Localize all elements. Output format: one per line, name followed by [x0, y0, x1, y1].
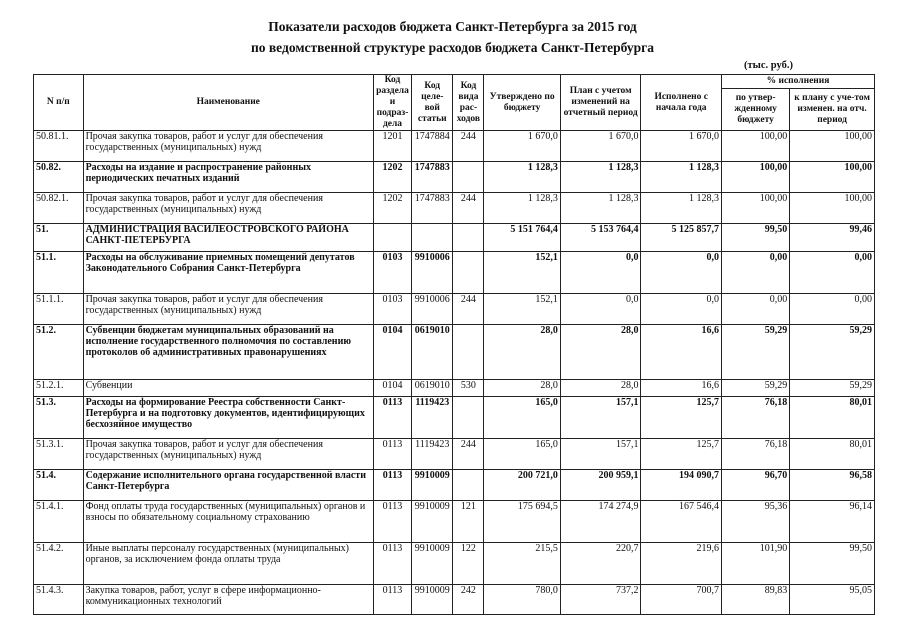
- col-pct-plan-header: к плану с уче-том изменен. на отч. период: [790, 89, 875, 131]
- cell-section: 1202: [373, 162, 411, 193]
- cell-name: Закупка товаров, работ, услуг в сфере информационно-коммуникационных технологий: [83, 585, 373, 615]
- cell-num: 51.4.1.: [34, 501, 84, 543]
- col-plan-header: План с учетом изменений на отчетный период: [560, 75, 641, 131]
- table-row: [34, 294, 875, 325]
- cell-name: АДМИНИСТРАЦИЯ ВАСИЛЕОСТРОВСКОГО РАЙОНА САНКТ-ПЕТЕРБУРГА: [83, 224, 373, 252]
- cell-approved: 152,1: [484, 252, 560, 294]
- cell-executed: 16,6: [641, 380, 722, 397]
- cell-approved: 1 128,3: [484, 162, 560, 193]
- cell-approved: 28,0: [484, 325, 560, 380]
- cell-kind: 244: [453, 193, 484, 224]
- cell-num: 51.1.: [34, 252, 84, 294]
- cell-name: Субвенции: [83, 380, 373, 397]
- cell-plan: 1 128,3: [560, 193, 641, 224]
- cell-approved: 175 694,5: [484, 501, 560, 543]
- cell-pct-plan: 96,14: [790, 501, 875, 543]
- table-row: [34, 380, 875, 397]
- cell-pct-budget: 76,18: [722, 397, 790, 439]
- cell-pct-budget: 101,90: [722, 543, 790, 585]
- cell-section: 0113: [373, 585, 411, 615]
- cell-section: 0104: [373, 380, 411, 397]
- cell-pct-plan: 95,05: [790, 585, 875, 615]
- col-executed-header: Исполнено с начала года: [641, 75, 722, 131]
- table-row: [34, 193, 875, 224]
- budget-table: [33, 74, 875, 615]
- cell-executed: 700,7: [641, 585, 722, 615]
- cell-name: Прочая закупка товаров, работ и услуг для обеспечения государственных (муниципальных) нужд: [83, 131, 373, 162]
- cell-article: 1119423: [412, 397, 453, 439]
- cell-plan: 0,0: [560, 252, 641, 294]
- cell-article: 1747883: [412, 193, 453, 224]
- cell-plan: 174 274,9: [560, 501, 641, 543]
- cell-name: Субвенции бюджетам муниципальных образований на исполнение государственного полномочия по составлению протоколов об административных правонарушениях: [83, 325, 373, 380]
- cell-executed: 5 125 857,7: [641, 224, 722, 252]
- cell-plan: 1 128,3: [560, 162, 641, 193]
- cell-executed: 1 128,3: [641, 162, 722, 193]
- cell-pct-budget: 59,29: [722, 380, 790, 397]
- table-row: [34, 585, 875, 615]
- cell-pct-budget: 100,00: [722, 131, 790, 162]
- cell-article: 9910009: [412, 585, 453, 615]
- cell-pct-budget: 95,36: [722, 501, 790, 543]
- cell-num: 51.3.: [34, 397, 84, 439]
- cell-plan: 220,7: [560, 543, 641, 585]
- cell-section: 0113: [373, 439, 411, 470]
- cell-kind: 122: [453, 543, 484, 585]
- cell-name: Расходы на обслуживание приемных помещений депутатов Законодательного Собрания Санкт-Петербурга: [83, 252, 373, 294]
- cell-section: 0113: [373, 397, 411, 439]
- cell-approved: 5 151 764,4: [484, 224, 560, 252]
- cell-num: 51.2.1.: [34, 380, 84, 397]
- cell-pct-plan: 80,01: [790, 439, 875, 470]
- table-row: [34, 252, 875, 294]
- cell-executed: 194 090,7: [641, 470, 722, 501]
- cell-executed: 0,0: [641, 252, 722, 294]
- cell-article: 0619010: [412, 325, 453, 380]
- cell-pct-plan: 0,00: [790, 252, 875, 294]
- table-row: [34, 501, 875, 543]
- cell-executed: 167 546,4: [641, 501, 722, 543]
- cell-kind: 244: [453, 439, 484, 470]
- cell-section: 1202: [373, 193, 411, 224]
- cell-pct-budget: 76,18: [722, 439, 790, 470]
- cell-kind: [453, 162, 484, 193]
- col-kind-header: Код вида рас-ходов: [453, 75, 484, 131]
- cell-kind: 530: [453, 380, 484, 397]
- cell-approved: 1 670,0: [484, 131, 560, 162]
- cell-approved: 215,5: [484, 543, 560, 585]
- table-row: [34, 162, 875, 193]
- cell-article: 9910009: [412, 470, 453, 501]
- cell-kind: [453, 252, 484, 294]
- cell-num: 51.2.: [34, 325, 84, 380]
- cell-kind: 244: [453, 131, 484, 162]
- col-article-header: Код целе-вой статьи: [412, 75, 453, 131]
- cell-num: 50.81.1.: [34, 131, 84, 162]
- cell-plan: 200 959,1: [560, 470, 641, 501]
- cell-pct-plan: 100,00: [790, 131, 875, 162]
- cell-num: 51.1.1.: [34, 294, 84, 325]
- cell-kind: 244: [453, 294, 484, 325]
- col-name-header: Наименование: [83, 75, 373, 131]
- cell-section: 0103: [373, 294, 411, 325]
- cell-article: 1119423: [412, 439, 453, 470]
- cell-executed: 125,7: [641, 439, 722, 470]
- cell-plan: 1 670,0: [560, 131, 641, 162]
- cell-kind: 242: [453, 585, 484, 615]
- cell-pct-plan: 96,58: [790, 470, 875, 501]
- cell-article: 0619010: [412, 380, 453, 397]
- cell-approved: 165,0: [484, 439, 560, 470]
- cell-section: 1201: [373, 131, 411, 162]
- cell-pct-plan: 99,46: [790, 224, 875, 252]
- units-label: (тыс. руб.): [744, 60, 793, 71]
- cell-article: 9910009: [412, 543, 453, 585]
- cell-pct-plan: 100,00: [790, 162, 875, 193]
- cell-pct-budget: 96,70: [722, 470, 790, 501]
- cell-name: Иные выплаты персоналу государственных (муниципальных) органов, за исключением фонда оплаты труда: [83, 543, 373, 585]
- cell-name: Прочая закупка товаров, работ и услуг для обеспечения государственных (муниципальных) нужд: [83, 439, 373, 470]
- cell-section: 0104: [373, 325, 411, 380]
- table-row: [34, 224, 875, 252]
- cell-section: 0113: [373, 501, 411, 543]
- cell-num: 51.: [34, 224, 84, 252]
- cell-name: Содержание исполнительного органа государственной власти Санкт-Петербурга: [83, 470, 373, 501]
- col-num-header: N п/п: [34, 75, 84, 131]
- cell-approved: 165,0: [484, 397, 560, 439]
- cell-article: 1747883: [412, 162, 453, 193]
- cell-name: Расходы на издание и распространение районных периодических печатных изданий: [83, 162, 373, 193]
- cell-approved: 28,0: [484, 380, 560, 397]
- cell-approved: 200 721,0: [484, 470, 560, 501]
- cell-executed: 125,7: [641, 397, 722, 439]
- cell-pct-budget: 100,00: [722, 162, 790, 193]
- cell-section: [373, 224, 411, 252]
- col-percent-group-header: % исполнения: [722, 75, 875, 89]
- cell-section: 0113: [373, 470, 411, 501]
- table-row: [34, 439, 875, 470]
- cell-pct-plan: 59,29: [790, 380, 875, 397]
- cell-article: [412, 224, 453, 252]
- cell-kind: 121: [453, 501, 484, 543]
- cell-name: Прочая закупка товаров, работ и услуг для обеспечения государственных (муниципальных) нужд: [83, 294, 373, 325]
- cell-pct-budget: 0,00: [722, 294, 790, 325]
- cell-pct-plan: 59,29: [790, 325, 875, 380]
- cell-num: 50.82.: [34, 162, 84, 193]
- cell-pct-budget: 89,83: [722, 585, 790, 615]
- cell-approved: 1 128,3: [484, 193, 560, 224]
- cell-name: Расходы на формирование Реестра собственности Санкт-Петербурга и на подготовку документов, идентифицирующих бесхозяйное имущество: [83, 397, 373, 439]
- cell-article: 9910009: [412, 501, 453, 543]
- cell-article: 9910006: [412, 252, 453, 294]
- cell-pct-plan: 0,00: [790, 294, 875, 325]
- cell-article: 1747884: [412, 131, 453, 162]
- cell-plan: 157,1: [560, 397, 641, 439]
- col-approved-header: Утверждено по бюджету: [484, 75, 560, 131]
- cell-num: 51.4.: [34, 470, 84, 501]
- cell-plan: 5 153 764,4: [560, 224, 641, 252]
- cell-pct-budget: 100,00: [722, 193, 790, 224]
- cell-name: Фонд оплаты труда государственных (муниципальных) органов и взносы по обязательному социальному страхованию: [83, 501, 373, 543]
- cell-num: 51.4.3.: [34, 585, 84, 615]
- cell-kind: [453, 325, 484, 380]
- cell-section: 0113: [373, 543, 411, 585]
- document-subtitle: по ведомственной структуре расходов бюджета Санкт-Петербурга: [250, 40, 655, 55]
- cell-pct-budget: 99,50: [722, 224, 790, 252]
- cell-num: 51.4.2.: [34, 543, 84, 585]
- cell-executed: 219,6: [641, 543, 722, 585]
- table-row: [34, 131, 875, 162]
- table-row: [34, 470, 875, 501]
- cell-plan: 0,0: [560, 294, 641, 325]
- cell-kind: [453, 224, 484, 252]
- table-row: [34, 325, 875, 380]
- cell-num: 51.3.1.: [34, 439, 84, 470]
- cell-plan: 157,1: [560, 439, 641, 470]
- cell-plan: 737,2: [560, 585, 641, 615]
- cell-name: Прочая закупка товаров, работ и услуг для обеспечения государственных (муниципальных) нужд: [83, 193, 373, 224]
- cell-approved: 780,0: [484, 585, 560, 615]
- table-row: [34, 397, 875, 439]
- col-section-header: Код раздела и подраз-дела: [373, 75, 411, 131]
- cell-approved: 152,1: [484, 294, 560, 325]
- cell-pct-plan: 80,01: [790, 397, 875, 439]
- cell-section: 0103: [373, 252, 411, 294]
- table-row: [34, 543, 875, 585]
- cell-executed: 0,0: [641, 294, 722, 325]
- cell-pct-budget: 0,00: [722, 252, 790, 294]
- cell-pct-plan: 99,50: [790, 543, 875, 585]
- cell-pct-budget: 59,29: [722, 325, 790, 380]
- col-pct-budget-header: по утвер-жденному бюджету: [722, 89, 790, 131]
- cell-executed: 16,6: [641, 325, 722, 380]
- cell-kind: [453, 397, 484, 439]
- cell-executed: 1 128,3: [641, 193, 722, 224]
- cell-num: 50.82.1.: [34, 193, 84, 224]
- cell-kind: [453, 470, 484, 501]
- cell-executed: 1 670,0: [641, 131, 722, 162]
- cell-pct-plan: 100,00: [790, 193, 875, 224]
- document-title: Показатели расходов бюджета Санкт-Петербурга за 2015 год: [268, 19, 637, 34]
- cell-article: 9910006: [412, 294, 453, 325]
- cell-plan: 28,0: [560, 380, 641, 397]
- cell-plan: 28,0: [560, 325, 641, 380]
